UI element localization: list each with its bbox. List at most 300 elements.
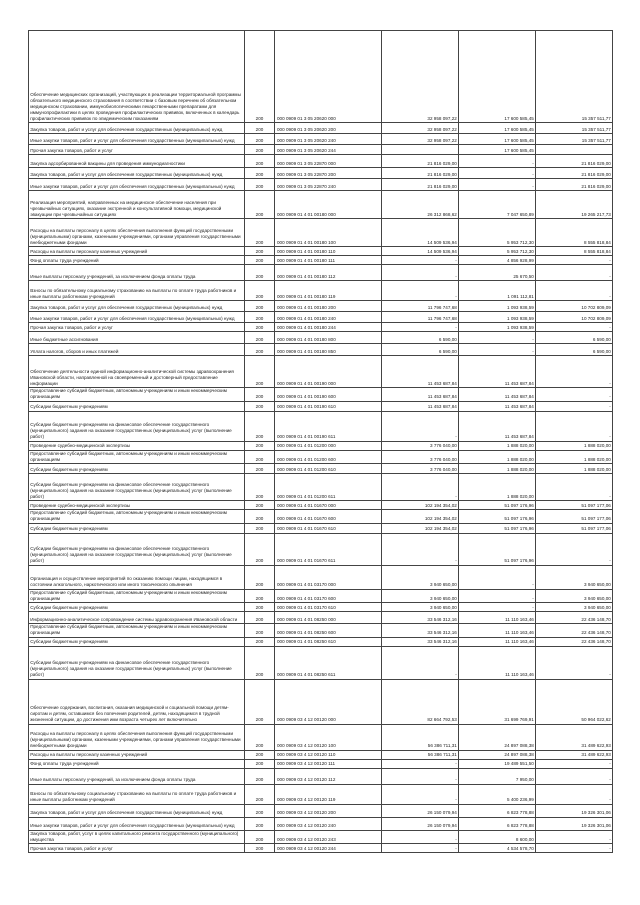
executed-amount-cell: 17 600 585,45 bbox=[459, 145, 536, 155]
unexecuted-amount-cell: - bbox=[536, 323, 613, 332]
table-row bbox=[29, 281, 613, 301]
approved-amount-cell: - bbox=[382, 411, 459, 441]
executed-amount-cell: 25 670,50 bbox=[459, 265, 536, 281]
unexecuted-amount-cell: 50 964 022,62 bbox=[536, 679, 613, 724]
table-row bbox=[29, 450, 613, 464]
table-row bbox=[29, 533, 613, 565]
unexecuted-amount-cell: - bbox=[536, 401, 613, 411]
budget-classification-code-cell: 000 0909 01 4 01 00180 111 bbox=[275, 256, 382, 265]
line-code-cell: 200 bbox=[245, 332, 275, 344]
budget-classification-code-cell: 000 0909 01 4 01 08250 611 bbox=[275, 646, 382, 679]
executed-amount-cell: 4 856 928,99 bbox=[459, 256, 536, 265]
approved-amount-cell: - bbox=[382, 844, 459, 853]
approved-amount-cell: 11 453 687,84 bbox=[382, 401, 459, 411]
expense-name-cell: Обеспечение содержания, воспитания, оказания медицинской и социальной помощи детям-сиротам и детям, оставшимся без попечения родителей, детям, находящимся в трудной жизненной ситуации, до достижения ими возраста четырех лет включительно bbox=[29, 679, 245, 724]
executed-amount-cell: 11 110 163,46 bbox=[459, 612, 536, 624]
approved-amount-cell: - bbox=[382, 759, 459, 768]
line-code-cell: 200 bbox=[245, 441, 275, 450]
expense-name-cell: Субсидии бюджетным учреждениям bbox=[29, 401, 245, 411]
line-code-cell: 200 bbox=[245, 501, 275, 510]
table-row bbox=[29, 301, 613, 312]
executed-amount-cell: 5 400 236,99 bbox=[459, 784, 536, 804]
expense-name-cell: Закупка товаров, работ и услуг для обеспечения государственных (муниципальных) нужд bbox=[29, 123, 245, 134]
expense-name-cell: Прочая закупка товаров, работ и услуг bbox=[29, 323, 245, 332]
approved-amount-cell: 21 816 029,00 bbox=[382, 155, 459, 168]
line-code-cell: 200 bbox=[245, 301, 275, 312]
line-code-cell: 200 bbox=[245, 123, 275, 134]
unexecuted-amount-cell: - bbox=[536, 830, 613, 844]
table-row bbox=[29, 356, 613, 388]
expense-name-cell: Субсидии бюджетным учреждениям на финансовое обеспечение государственного (муниципального) задания на оказание государственных (муниципальных) услуг (выполнение работ) bbox=[29, 411, 245, 441]
executed-amount-cell: 17 600 585,45 bbox=[459, 134, 536, 145]
expense-name-cell: Проведение судебно-медицинской экспертизы bbox=[29, 441, 245, 450]
unexecuted-amount-cell: 19 326 301,06 bbox=[536, 817, 613, 830]
approved-amount-cell: 11 796 747,68 bbox=[382, 312, 459, 323]
line-code-cell: 200 bbox=[245, 312, 275, 323]
table-row bbox=[29, 501, 613, 510]
approved-amount-cell: 3 940 650,00 bbox=[382, 565, 459, 589]
approved-amount-cell: 21 816 029,00 bbox=[382, 179, 459, 191]
table-row bbox=[29, 589, 613, 603]
line-code-cell: 200 bbox=[245, 388, 275, 402]
line-code-cell: 200 bbox=[245, 168, 275, 179]
unexecuted-amount-cell bbox=[536, 145, 613, 155]
budget-classification-code-cell: 000 0909 03 4 12 00120 000 bbox=[275, 679, 382, 724]
approved-amount-cell: - bbox=[382, 784, 459, 804]
budget-classification-code-cell: 000 0909 01 4 01 00180 119 bbox=[275, 281, 382, 301]
budget-classification-code-cell: 000 0909 01 4 01 08250 000 bbox=[275, 612, 382, 624]
approved-amount-cell: 33 546 312,16 bbox=[382, 624, 459, 638]
executed-amount-cell: 1 888 020,00 bbox=[459, 474, 536, 501]
budget-classification-code-cell: 000 0909 01 4 01 00180 244 bbox=[275, 323, 382, 332]
table-row bbox=[29, 411, 613, 441]
executed-amount-cell: 11 110 163,46 bbox=[459, 637, 536, 646]
approved-amount-cell: - bbox=[382, 768, 459, 784]
expense-name-cell: Иные выплаты персоналу учреждений, за исключением фонда оплаты труда bbox=[29, 768, 245, 784]
line-code-cell: 200 bbox=[245, 191, 275, 219]
table-row bbox=[29, 510, 613, 524]
budget-classification-code-cell: 000 0909 03 4 12 00120 200 bbox=[275, 804, 382, 817]
table-row bbox=[29, 332, 613, 344]
expense-name-cell: Закупка товаров, работ, услуг в целях капитального ремонта государственного (муниципального) имущества bbox=[29, 830, 245, 844]
budget-classification-code-cell: 000 0909 01 4 01 00180 800 bbox=[275, 332, 382, 344]
executed-amount-cell: 11 110 163,46 bbox=[459, 624, 536, 638]
unexecuted-amount-cell: 3 940 650,00 bbox=[536, 603, 613, 612]
executed-amount-cell: 6 823 778,88 bbox=[459, 817, 536, 830]
approved-amount-cell: - bbox=[382, 265, 459, 281]
executed-amount-cell: 7 047 650,89 bbox=[459, 191, 536, 219]
approved-amount-cell: 3 940 650,00 bbox=[382, 589, 459, 603]
line-code-cell: 200 bbox=[245, 646, 275, 679]
executed-amount-cell: 1 091 112,81 bbox=[459, 281, 536, 301]
line-code-cell: 200 bbox=[245, 565, 275, 589]
unexecuted-amount-cell: - bbox=[536, 281, 613, 301]
table-row bbox=[29, 724, 613, 750]
unexecuted-amount-cell: - bbox=[536, 784, 613, 804]
executed-amount-cell: 1 888 020,00 bbox=[459, 441, 536, 450]
unexecuted-amount-cell: 31 489 622,93 bbox=[536, 724, 613, 750]
table-row bbox=[29, 523, 613, 533]
budget-classification-code-cell: 000 0909 03 4 12 00120 110 bbox=[275, 750, 382, 759]
expense-name-cell: Информационно-аналитическое сопровождение системы здравоохранения Ивановской области bbox=[29, 612, 245, 624]
budget-classification-code-cell: 000 0909 03 4 12 00120 240 bbox=[275, 817, 382, 830]
unexecuted-amount-cell: 6 590,00 bbox=[536, 344, 613, 356]
expense-name-cell: Закупка товаров, работ и услуг для обеспечения государственных (муниципальных) нужд bbox=[29, 301, 245, 312]
approved-amount-cell: 33 546 312,16 bbox=[382, 637, 459, 646]
table-row bbox=[29, 256, 613, 265]
expense-name-cell: Фонд оплаты труда учреждений bbox=[29, 759, 245, 768]
budget-classification-code-cell: 000 0909 03 4 12 00120 244 bbox=[275, 844, 382, 853]
budget-classification-code-cell: 000 0909 01 3 05 20620 200 bbox=[275, 123, 382, 134]
expense-name-cell: Взносы по обязательному социальному страхованию на выплаты по оплате труда работников и иные выплаты работникам учреждений bbox=[29, 281, 245, 301]
executed-amount-cell: - bbox=[459, 603, 536, 612]
executed-amount-cell: 1 888 020,00 bbox=[459, 450, 536, 464]
unexecuted-amount-cell: 15 357 511,77 bbox=[536, 134, 613, 145]
unexecuted-amount-cell: - bbox=[536, 356, 613, 388]
approved-amount-cell: 102 194 354,02 bbox=[382, 501, 459, 510]
approved-amount-cell: 56 386 711,31 bbox=[382, 724, 459, 750]
executed-amount-cell: - bbox=[459, 332, 536, 344]
budget-classification-code-cell: 000 0909 03 4 12 00120 100 bbox=[275, 724, 382, 750]
expense-name-cell: Прочая закупка товаров, работ и услуг bbox=[29, 844, 245, 853]
line-code-cell: 200 bbox=[245, 256, 275, 265]
table-row bbox=[29, 646, 613, 679]
budget-classification-code-cell: 000 0909 01 4 01 01200 610 bbox=[275, 464, 382, 474]
unexecuted-amount-cell: - bbox=[536, 533, 613, 565]
line-code-cell: 200 bbox=[245, 219, 275, 247]
expense-name-cell: Проведение судебно-медицинской экспертизы bbox=[29, 501, 245, 510]
expense-name-cell: Обеспечение медицинских организаций, участвующих в реализации территориальной программы обязательного медицинского страхования в соответствии с базовым перечнем об обязательном медицинском страховании, иммунобиологическими лекарственными препаратами для иммунопрофилактики в целях проведения профилактических прививок, включенных в календарь профилактических прививок по эпидемическим показаниям bbox=[29, 31, 245, 123]
budget-classification-code-cell: 000 0909 01 4 01 00180 110 bbox=[275, 247, 382, 256]
executed-amount-cell: 17 600 585,45 bbox=[459, 31, 536, 123]
table-row bbox=[29, 464, 613, 474]
approved-amount-cell: - bbox=[382, 323, 459, 332]
budget-classification-code-cell: 000 0909 01 4 01 01670 000 bbox=[275, 501, 382, 510]
budget-classification-code-cell: 000 0909 01 3 05 20620 244 bbox=[275, 145, 382, 155]
budget-classification-code-cell: 000 0909 01 4 01 00180 112 bbox=[275, 265, 382, 281]
unexecuted-amount-cell: - bbox=[536, 265, 613, 281]
approved-amount-cell: 82 664 792,53 bbox=[382, 679, 459, 724]
unexecuted-amount-cell: - bbox=[536, 256, 613, 265]
executed-amount-cell: 11 453 687,84 bbox=[459, 388, 536, 402]
line-code-cell: 200 bbox=[245, 155, 275, 168]
unexecuted-amount-cell: 1 888 020,00 bbox=[536, 450, 613, 464]
executed-amount-cell: 19 489 551,50 bbox=[459, 759, 536, 768]
table-row bbox=[29, 603, 613, 612]
approved-amount-cell: 32 958 097,22 bbox=[382, 134, 459, 145]
executed-amount-cell: - bbox=[459, 589, 536, 603]
expense-name-cell: Расходы на выплаты персоналу в целях обеспечения выполнения функций государственными (муниципальными) органами, казенными учреждениями, органами управления государственными внебюджетными фондами bbox=[29, 724, 245, 750]
table-row bbox=[29, 679, 613, 724]
executed-amount-cell: - bbox=[459, 565, 536, 589]
unexecuted-amount-cell: 1 888 020,00 bbox=[536, 441, 613, 450]
table-row bbox=[29, 804, 613, 817]
line-code-cell: 200 bbox=[245, 724, 275, 750]
unexecuted-amount-cell: - bbox=[536, 759, 613, 768]
line-code-cell: 200 bbox=[245, 612, 275, 624]
line-code-cell: 200 bbox=[245, 401, 275, 411]
approved-amount-cell: 6 590,00 bbox=[382, 332, 459, 344]
table-row bbox=[29, 123, 613, 134]
expense-name-cell: Организация и осуществление мероприятий по оказанию помощи лицам, находящимся в состоянии алкогольного, наркотического или иного токсического опьянения bbox=[29, 565, 245, 589]
table-row bbox=[29, 401, 613, 411]
unexecuted-amount-cell: 51 097 177,06 bbox=[536, 501, 613, 510]
approved-amount-cell: 26 150 079,94 bbox=[382, 804, 459, 817]
unexecuted-amount-cell: 8 555 818,84 bbox=[536, 219, 613, 247]
unexecuted-amount-cell: 10 702 809,09 bbox=[536, 312, 613, 323]
line-code-cell: 200 bbox=[245, 589, 275, 603]
line-code-cell: 200 bbox=[245, 265, 275, 281]
line-code-cell: 200 bbox=[245, 323, 275, 332]
table-row bbox=[29, 637, 613, 646]
executed-amount-cell: 1 888 020,00 bbox=[459, 464, 536, 474]
table-row bbox=[29, 817, 613, 830]
table-row bbox=[29, 759, 613, 768]
unexecuted-amount-cell: 8 555 818,84 bbox=[536, 247, 613, 256]
table-row bbox=[29, 31, 613, 123]
budget-classification-code-cell: 000 0909 03 4 12 00120 243 bbox=[275, 830, 382, 844]
expense-name-cell: Субсидии бюджетным учреждениям bbox=[29, 464, 245, 474]
expense-name-cell: Предоставление субсидий бюджетным, автономным учреждениям и иным некоммерческим организациям bbox=[29, 450, 245, 464]
table-row bbox=[29, 784, 613, 804]
line-code-cell: 200 bbox=[245, 637, 275, 646]
expense-name-cell: Предоставление субсидий бюджетным, автономным учреждениям и иным некоммерческим организациям bbox=[29, 624, 245, 638]
approved-amount-cell: - bbox=[382, 474, 459, 501]
budget-classification-code-cell: 000 0909 01 4 01 08250 610 bbox=[275, 637, 382, 646]
budget-classification-code-cell: 000 0909 01 4 01 00180 000 bbox=[275, 191, 382, 219]
executed-amount-cell: 1 093 938,59 bbox=[459, 301, 536, 312]
expense-name-cell: Иные закупки товаров, работ и услуг для обеспечения государственных (муниципальных) нужд bbox=[29, 817, 245, 830]
budget-classification-code-cell: 000 0909 01 3 05 22870 200 bbox=[275, 168, 382, 179]
approved-amount-cell: 32 958 097,22 bbox=[382, 31, 459, 123]
expense-name-cell: Обеспечение деятельности единой информационно-аналитической системы здравоохранения Ивановской области, направленной на своевременный и достоверный предоставление информации bbox=[29, 356, 245, 388]
expense-name-cell: Реализация мероприятий, направленных на медицинское обеспечение населения при чрезвычайных ситуациях, оказание экстренной и консультативной помощи, медицинской эвакуации при чрезвычайных ситуациях bbox=[29, 191, 245, 219]
approved-amount-cell: 3 776 040,00 bbox=[382, 441, 459, 450]
unexecuted-amount-cell: 51 097 177,06 bbox=[536, 523, 613, 533]
expense-name-cell: Прочая закупка товаров, работ и услуг bbox=[29, 145, 245, 155]
expense-name-cell: Субсидии бюджетным учреждениям на финансовое обеспечение государственного (муниципального) задания на оказание государственных (муниципальных) услуг (выполнение работ) bbox=[29, 474, 245, 501]
approved-amount-cell: 14 509 536,94 bbox=[382, 247, 459, 256]
line-code-cell: 200 bbox=[245, 134, 275, 145]
executed-amount-cell: 5 953 712,30 bbox=[459, 219, 536, 247]
approved-amount-cell: 3 776 040,00 bbox=[382, 450, 459, 464]
executed-amount-cell: - bbox=[459, 155, 536, 168]
approved-amount-cell: 3 940 650,00 bbox=[382, 603, 459, 612]
expense-name-cell: Иные закупки товаров, работ и услуг для обеспечения государственных (муниципальных) нужд bbox=[29, 179, 245, 191]
budget-classification-code-cell: 000 0909 01 3 05 20620 240 bbox=[275, 134, 382, 145]
expense-name-cell: Расходы на выплаты персоналу в целях обеспечения выполнения функций государственными (муниципальными) органами, казенными учреждениями, органами управления государственными внебюджетными фондами bbox=[29, 219, 245, 247]
table-row bbox=[29, 323, 613, 332]
budget-classification-code-cell: 000 0909 01 4 01 01670 600 bbox=[275, 510, 382, 524]
expense-name-cell: Иные бюджетные ассигнования bbox=[29, 332, 245, 344]
expense-name-cell: Закупка адсорбированной вакцины для проведения иммунодиагностики bbox=[29, 155, 245, 168]
unexecuted-amount-cell: - bbox=[536, 474, 613, 501]
table-row bbox=[29, 612, 613, 624]
expense-name-cell: Субсидии бюджетным учреждениям bbox=[29, 637, 245, 646]
unexecuted-amount-cell: 19 265 217,73 bbox=[536, 191, 613, 219]
executed-amount-cell: 51 097 176,96 bbox=[459, 533, 536, 565]
budget-classification-code-cell: 000 0909 01 4 01 01200 611 bbox=[275, 474, 382, 501]
unexecuted-amount-cell: 1 888 020,00 bbox=[536, 464, 613, 474]
budget-execution-table bbox=[28, 30, 613, 853]
executed-amount-cell: 6 823 778,88 bbox=[459, 804, 536, 817]
expense-name-cell: Субсидии бюджетным учреждениям на финансовое обеспечение государственного (муниципального) задания на оказание государственных (муниципальных) услуг (выполнение работ) bbox=[29, 533, 245, 565]
executed-amount-cell: 17 600 585,45 bbox=[459, 123, 536, 134]
budget-classification-code-cell: 000 0909 01 4 01 03170 000 bbox=[275, 565, 382, 589]
approved-amount-cell: 14 509 536,94 bbox=[382, 219, 459, 247]
approved-amount-cell bbox=[382, 145, 459, 155]
executed-amount-cell: 5 953 712,30 bbox=[459, 247, 536, 256]
table-row bbox=[29, 344, 613, 356]
table-row bbox=[29, 312, 613, 323]
expense-name-cell: Иные выплаты персоналу учреждений, за исключением фонда оплаты труда bbox=[29, 265, 245, 281]
approved-amount-cell: 26 312 868,62 bbox=[382, 191, 459, 219]
expense-name-cell: Субсидии бюджетным учреждениям bbox=[29, 523, 245, 533]
approved-amount-cell: 3 776 040,00 bbox=[382, 464, 459, 474]
unexecuted-amount-cell: 22 436 148,70 bbox=[536, 624, 613, 638]
executed-amount-cell: 1 093 938,59 bbox=[459, 323, 536, 332]
unexecuted-amount-cell: 15 357 511,77 bbox=[536, 123, 613, 134]
executed-amount-cell: 51 097 176,96 bbox=[459, 523, 536, 533]
line-code-cell: 200 bbox=[245, 844, 275, 853]
line-code-cell: 200 bbox=[245, 356, 275, 388]
approved-amount-cell: 33 546 312,16 bbox=[382, 612, 459, 624]
line-code-cell: 200 bbox=[245, 759, 275, 768]
budget-classification-code-cell: 000 0909 01 4 01 00180 100 bbox=[275, 219, 382, 247]
expense-name-cell: Иные закупки товаров, работ и услуг для обеспечения государственных (муниципальных) нужд bbox=[29, 312, 245, 323]
budget-classification-code-cell: 000 0909 01 4 01 08250 600 bbox=[275, 624, 382, 638]
executed-amount-cell: 4 534 578,70 bbox=[459, 844, 536, 853]
line-code-cell: 200 bbox=[245, 344, 275, 356]
executed-amount-cell: 24 897 088,38 bbox=[459, 750, 536, 759]
unexecuted-amount-cell: 51 097 177,06 bbox=[536, 510, 613, 524]
unexecuted-amount-cell: 21 816 029,00 bbox=[536, 168, 613, 179]
line-code-cell: 200 bbox=[245, 281, 275, 301]
table-row bbox=[29, 388, 613, 402]
budget-classification-code-cell: 000 0909 01 4 01 00180 240 bbox=[275, 312, 382, 323]
executed-amount-cell: 31 699 769,91 bbox=[459, 679, 536, 724]
budget-classification-code-cell: 000 0909 01 4 01 01670 610 bbox=[275, 523, 382, 533]
table-body bbox=[29, 31, 613, 853]
line-code-cell: 200 bbox=[245, 31, 275, 123]
executed-amount-cell: 7 950,00 bbox=[459, 768, 536, 784]
budget-classification-code-cell: 000 0909 01 4 01 00190 611 bbox=[275, 411, 382, 441]
approved-amount-cell: 56 386 711,31 bbox=[382, 750, 459, 759]
table-row bbox=[29, 474, 613, 501]
expense-name-cell: Субсидии бюджетным учреждениям bbox=[29, 603, 245, 612]
executed-amount-cell: 11 453 687,84 bbox=[459, 411, 536, 441]
expense-name-cell: Субсидии бюджетным учреждениям на финансовое обеспечение государственного (муниципального) задания на оказание государственных (муниципальных) услуг (выполнение работ) bbox=[29, 646, 245, 679]
budget-classification-code-cell: 000 0909 03 4 12 00120 111 bbox=[275, 759, 382, 768]
table-row bbox=[29, 565, 613, 589]
table-row bbox=[29, 155, 613, 168]
executed-amount-cell: - bbox=[459, 168, 536, 179]
table-row bbox=[29, 624, 613, 638]
expense-name-cell: Закупка товаров, работ и услуг для обеспечения государственных (муниципальных) нужд bbox=[29, 804, 245, 817]
unexecuted-amount-cell: - bbox=[536, 411, 613, 441]
approved-amount-cell: - bbox=[382, 533, 459, 565]
table-row bbox=[29, 441, 613, 450]
executed-amount-cell: 1 093 938,59 bbox=[459, 312, 536, 323]
table-row bbox=[29, 830, 613, 844]
approved-amount-cell: 6 590,00 bbox=[382, 344, 459, 356]
budget-classification-code-cell: 000 0909 01 4 01 01670 611 bbox=[275, 533, 382, 565]
line-code-cell: 200 bbox=[245, 768, 275, 784]
approved-amount-cell: - bbox=[382, 830, 459, 844]
unexecuted-amount-cell: - bbox=[536, 844, 613, 853]
approved-amount-cell: - bbox=[382, 646, 459, 679]
line-code-cell: 200 bbox=[245, 464, 275, 474]
expense-name-cell: Фонд оплаты труда учреждений bbox=[29, 256, 245, 265]
expense-name-cell: Взносы по обязательному социальному страхованию на выплаты по оплате труда работников и иные выплаты работникам учреждений bbox=[29, 784, 245, 804]
executed-amount-cell: 11 453 687,84 bbox=[459, 401, 536, 411]
budget-classification-code-cell: 000 0909 01 4 01 00190 600 bbox=[275, 388, 382, 402]
executed-amount-cell: 11 453 687,84 bbox=[459, 356, 536, 388]
unexecuted-amount-cell: 21 816 029,00 bbox=[536, 179, 613, 191]
expense-name-cell: Предоставление субсидий бюджетным, автономным учреждениям и иным некоммерческим организациям bbox=[29, 388, 245, 402]
budget-classification-code-cell: 000 0909 01 4 01 00180 850 bbox=[275, 344, 382, 356]
budget-classification-code-cell: 000 0909 03 4 12 00120 112 bbox=[275, 768, 382, 784]
line-code-cell: 200 bbox=[245, 474, 275, 501]
budget-classification-code-cell: 000 0909 01 3 05 22870 240 bbox=[275, 179, 382, 191]
line-code-cell: 200 bbox=[245, 145, 275, 155]
line-code-cell: 200 bbox=[245, 179, 275, 191]
budget-classification-code-cell: 000 0909 01 4 01 00180 200 bbox=[275, 301, 382, 312]
line-code-cell: 200 bbox=[245, 603, 275, 612]
unexecuted-amount-cell: 21 816 029,00 bbox=[536, 155, 613, 168]
table-row bbox=[29, 168, 613, 179]
unexecuted-amount-cell: 3 940 650,00 bbox=[536, 589, 613, 603]
budget-classification-code-cell: 000 0909 01 4 01 01200 000 bbox=[275, 441, 382, 450]
table-row bbox=[29, 750, 613, 759]
unexecuted-amount-cell: 31 489 622,93 bbox=[536, 750, 613, 759]
table-row bbox=[29, 844, 613, 853]
expense-name-cell: Расходы на выплаты персоналу казенных учреждений bbox=[29, 750, 245, 759]
line-code-cell: 200 bbox=[245, 411, 275, 441]
line-code-cell: 200 bbox=[245, 784, 275, 804]
approved-amount-cell: 26 150 079,94 bbox=[382, 817, 459, 830]
line-code-cell: 200 bbox=[245, 830, 275, 844]
unexecuted-amount-cell: - bbox=[536, 768, 613, 784]
table-row bbox=[29, 219, 613, 247]
line-code-cell: 200 bbox=[245, 523, 275, 533]
approved-amount-cell: 11 453 687,84 bbox=[382, 356, 459, 388]
table-row bbox=[29, 179, 613, 191]
table-row bbox=[29, 145, 613, 155]
budget-classification-code-cell: 000 0909 01 4 01 03170 600 bbox=[275, 589, 382, 603]
unexecuted-amount-cell: 15 357 511,77 bbox=[536, 31, 613, 123]
table-row bbox=[29, 247, 613, 256]
line-code-cell: 200 bbox=[245, 804, 275, 817]
table-row bbox=[29, 134, 613, 145]
budget-classification-code-cell: 000 0909 01 4 01 00190 000 bbox=[275, 356, 382, 388]
unexecuted-amount-cell: 3 940 650,00 bbox=[536, 565, 613, 589]
executed-amount-cell: 51 097 176,96 bbox=[459, 501, 536, 510]
unexecuted-amount-cell: 6 590,00 bbox=[536, 332, 613, 344]
table-row bbox=[29, 768, 613, 784]
executed-amount-cell: 51 097 176,96 bbox=[459, 510, 536, 524]
executed-amount-cell: 8 600,00 bbox=[459, 830, 536, 844]
line-code-cell: 200 bbox=[245, 679, 275, 724]
expense-name-cell: Предоставление субсидий бюджетным, автономным учреждениям и иным некоммерческим организациям bbox=[29, 510, 245, 524]
executed-amount-cell: 24 897 088,38 bbox=[459, 724, 536, 750]
budget-classification-code-cell: 000 0909 01 3 05 22870 000 bbox=[275, 155, 382, 168]
approved-amount-cell: 11 796 747,68 bbox=[382, 301, 459, 312]
table-row bbox=[29, 191, 613, 219]
line-code-cell: 200 bbox=[245, 450, 275, 464]
approved-amount-cell: - bbox=[382, 281, 459, 301]
executed-amount-cell: - bbox=[459, 179, 536, 191]
